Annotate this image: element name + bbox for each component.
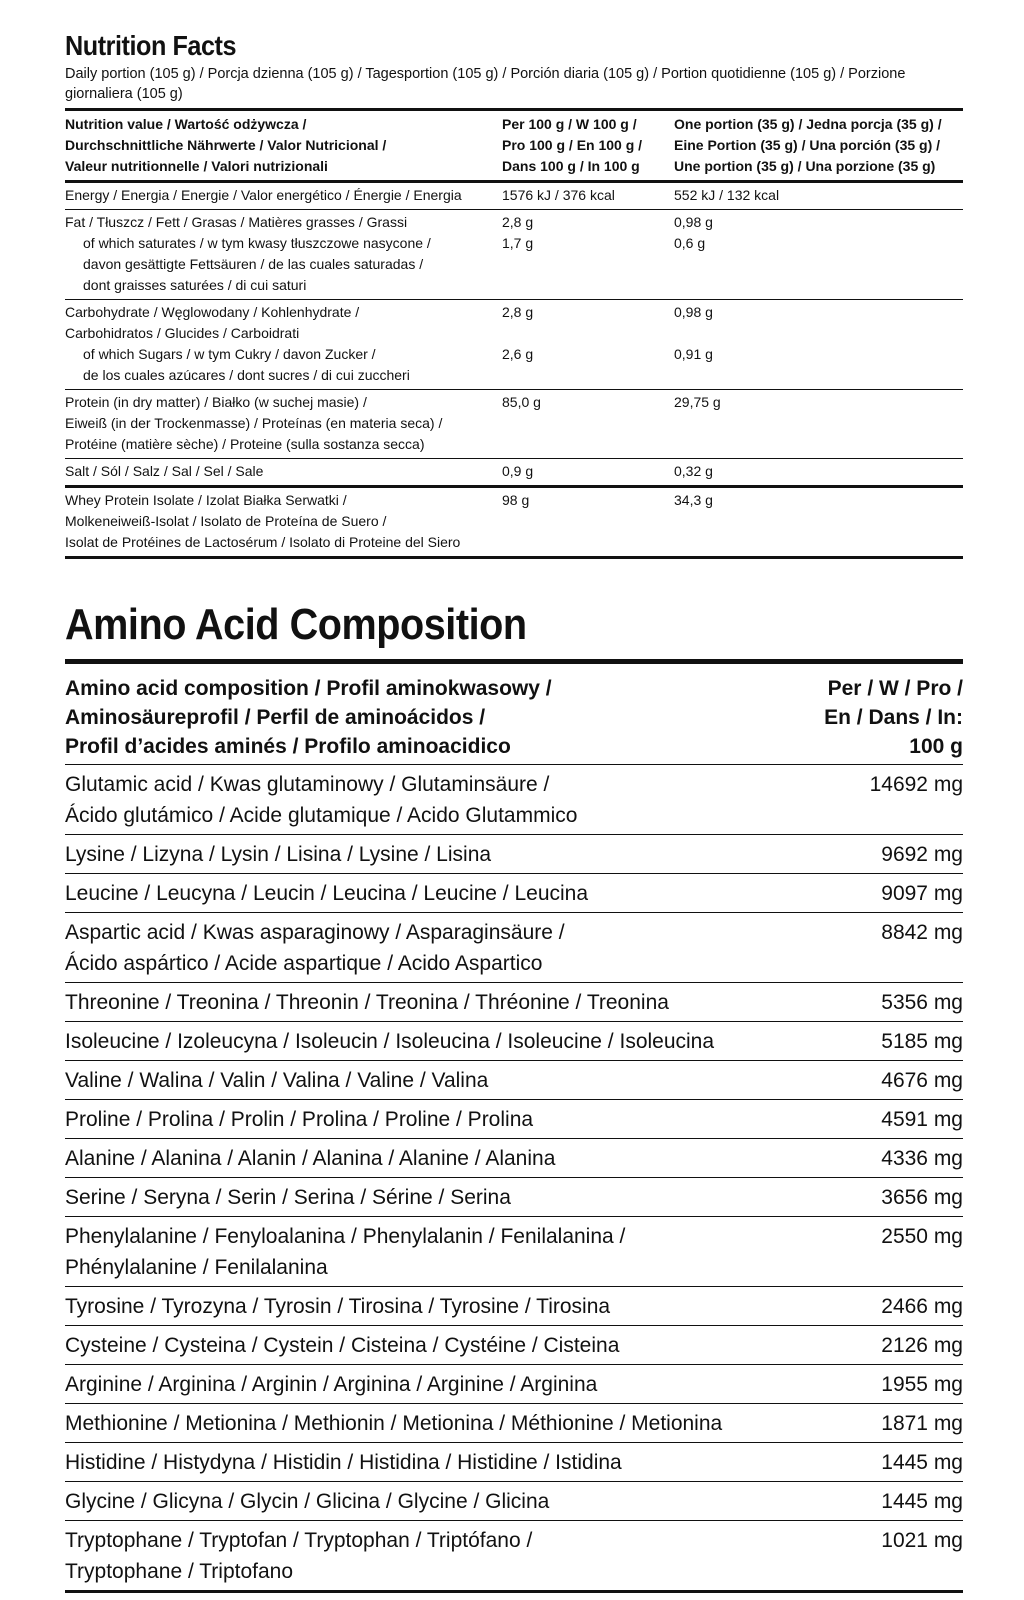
value: 3656 mg — [881, 1186, 963, 1209]
nutrition-row — [65, 459, 963, 487]
value: 9692 mg — [881, 843, 963, 866]
value: 85,0 g — [502, 394, 541, 410]
amino-acid-name — [65, 1443, 806, 1482]
amino-acid-name — [65, 1326, 806, 1365]
text-line: Per / W / Pro / — [827, 677, 963, 700]
nutrition-header-row — [65, 111, 963, 182]
amino-acid-name — [65, 1217, 806, 1287]
amino-row — [65, 1061, 963, 1100]
amino-row — [65, 765, 963, 835]
amino-acid-name — [65, 1404, 806, 1443]
text-line: Per 100 g / W 100 g / — [502, 116, 637, 132]
amino-row — [65, 1365, 963, 1404]
text-line: Valeur nutritionnelle / Valori nutrizionali — [65, 158, 328, 174]
text-line: Methionine / Metionina / Methionin / Metionina / Méthionine / Metionina — [65, 1412, 723, 1435]
text-line: Tryptophane / Triptofano — [65, 1560, 294, 1583]
label-page — [65, 30, 963, 1593]
amino-acid-name — [65, 1061, 806, 1100]
amino-acid-value — [806, 1326, 963, 1365]
amino-acid-value — [806, 1100, 963, 1139]
per-100g-value — [502, 300, 674, 390]
value: 2466 mg — [881, 1295, 963, 1318]
value: 0,98 g — [674, 304, 713, 320]
text-line: Molkeneiweiß-Isolat / Isolato de Proteína de Suero / — [65, 513, 387, 529]
value: 2,6 g — [502, 346, 534, 362]
amino-row — [65, 1404, 963, 1443]
per-100g-value — [502, 182, 674, 210]
nutrition-table — [65, 111, 963, 559]
text-line: Carbohydrate / Węglowodany / Kohlenhydrate / — [65, 304, 360, 320]
text-line: Une portion (35 g) / Una porzione (35 g) — [674, 158, 936, 174]
text-line: Isoleucine / Izoleucyna / Isoleucin / Isoleucina / Isoleucine / Isoleucina — [65, 1030, 715, 1053]
portion-value — [674, 459, 963, 487]
per-100g-value — [502, 487, 674, 558]
amino-row — [65, 1443, 963, 1482]
text-line: Ácido aspártico / Acide aspartique / Acido Aspartico — [65, 952, 543, 975]
text-line: Eine Portion (35 g) / Una porción (35 g) / — [674, 137, 941, 153]
text-line: Aspartic acid / Kwas asparaginowy / Asparaginsäure / — [65, 921, 565, 944]
value: 552 kJ / 132 kcal — [674, 187, 780, 203]
amino-acid-value — [806, 1287, 963, 1326]
amino-acid-name — [65, 1287, 806, 1326]
value: 2,8 g — [502, 214, 534, 230]
text-line: davon gesättigte Fettsäuren / de las cuales saturadas / — [83, 256, 424, 272]
text-line: de los cuales azúcares / dont sucres / di cui zuccheri — [83, 367, 410, 383]
amino-acid-value — [806, 765, 963, 835]
value: 1576 kJ / 376 kcal — [502, 187, 615, 203]
nutrition-row — [65, 210, 963, 300]
portion-value — [674, 300, 963, 390]
portion-value — [674, 210, 963, 300]
text-line: Eiweiß (in der Trockenmasse) / Proteínas (en materia seca) / — [65, 415, 443, 431]
amino-row — [65, 1521, 963, 1592]
amino-row — [65, 1022, 963, 1061]
amino-acid-value — [806, 1022, 963, 1061]
value: 2,8 g — [502, 304, 534, 320]
text-line: Energy / Energia / Energie / Valor energético / Énergie / Energia — [65, 187, 462, 203]
amino-acid-name — [65, 1100, 806, 1139]
text-line: Phénylalanine / Fenilalanina — [65, 1256, 328, 1279]
text-line: Isolat de Protéines de Lactosérum / Isolato di Proteine del Siero — [65, 534, 461, 550]
amino-acid-value — [806, 1482, 963, 1521]
text-line: of which saturates / w tym kwasy tłuszczowe nasycone / — [83, 235, 431, 251]
amino-row — [65, 983, 963, 1022]
amino-row — [65, 835, 963, 874]
nutrient-label — [65, 390, 502, 459]
amino-acid-name — [65, 765, 806, 835]
amino-row — [65, 1217, 963, 1287]
text-line: Phenylalanine / Fenyloalanina / Phenylalanin / Fenilalanina / — [65, 1225, 626, 1248]
per-100g-value — [502, 459, 674, 487]
amino-acid-name — [65, 913, 806, 983]
nutrition-row — [65, 487, 963, 558]
text-line: Dans 100 g / In 100 g — [502, 158, 640, 174]
text-line: Amino acid composition / Profil aminokwasowy / — [65, 677, 552, 700]
amino-acid-value — [806, 1443, 963, 1482]
nutrient-label — [65, 182, 502, 210]
text-line: Arginine / Arginina / Arginin / Arginina / Arginine / Arginina — [65, 1373, 598, 1396]
amino-acid-name — [65, 1178, 806, 1217]
value: 29,75 g — [674, 394, 721, 410]
per-100g-value — [502, 390, 674, 459]
value: 4336 mg — [881, 1147, 963, 1170]
amino-row — [65, 874, 963, 913]
amino-row — [65, 1178, 963, 1217]
amino-acid-value — [806, 1365, 963, 1404]
amino-row — [65, 1100, 963, 1139]
value: 1021 mg — [881, 1529, 963, 1552]
text-line: Serine / Seryna / Serin / Serina / Sérine / Serina — [65, 1186, 511, 1209]
portion-value — [674, 487, 963, 558]
nutrition-header-col3 — [674, 111, 963, 182]
text-line: Fat / Tłuszcz / Fett / Grasas / Matières grasses / Grassi — [65, 214, 408, 230]
value: 1955 mg — [881, 1373, 963, 1396]
nutrient-label — [65, 487, 502, 558]
text-line: One portion (35 g) / Jedna porcja (35 g) / — [674, 116, 942, 132]
portion-value — [674, 182, 963, 210]
value: 5185 mg — [881, 1030, 963, 1053]
amino-header-name — [65, 664, 806, 765]
amino-acid-name — [65, 835, 806, 874]
text-line: Carbohidratos / Glucides / Carboidrati — [65, 325, 300, 341]
amino-acid-value — [806, 1178, 963, 1217]
text-line: Tyrosine / Tyrozyna / Tyrosin / Tirosina / Tyrosine / Tirosina — [65, 1295, 611, 1318]
amino-acid-name — [65, 1521, 806, 1592]
portion-value — [674, 390, 963, 459]
text-line: Alanine / Alanina / Alanin / Alanina / Alanine / Alanina — [65, 1147, 556, 1170]
sub-nutrient-label — [65, 233, 502, 296]
amino-acid-value — [806, 1061, 963, 1100]
text-line: Threonine / Treonina / Threonin / Treonina / Thréonine / Treonina — [65, 991, 669, 1014]
amino-row — [65, 1326, 963, 1365]
amino-acid-value — [806, 835, 963, 874]
value: 5356 mg — [881, 991, 963, 1014]
nutrition-header-col1 — [65, 111, 502, 182]
value: 2550 mg — [881, 1225, 963, 1248]
value: 4676 mg — [881, 1069, 963, 1092]
nutrition-row — [65, 182, 963, 210]
amino-header-unit — [806, 664, 963, 765]
value: 1,7 g — [502, 235, 534, 251]
amino-acid-name — [65, 1482, 806, 1521]
value: 0,91 g — [674, 346, 713, 362]
amino-acid-value — [806, 1521, 963, 1592]
amino-acid-name — [65, 1365, 806, 1404]
amino-acid-value — [806, 1404, 963, 1443]
text-line: Protein (in dry matter) / Białko (w suchej masie) / — [65, 394, 367, 410]
nutrition-row — [65, 300, 963, 390]
value: 0,32 g — [674, 463, 713, 479]
nutrition-row — [65, 390, 963, 459]
text-line: En / Dans / In: — [824, 706, 963, 729]
value: 4591 mg — [881, 1108, 963, 1131]
value: 1445 mg — [881, 1451, 963, 1474]
value: 1445 mg — [881, 1490, 963, 1513]
text-line: Glycine / Glicyna / Glycin / Glicina / Glycine / Glicina — [65, 1490, 550, 1513]
text-line: dont graisses saturées / di cui saturi — [83, 277, 307, 293]
text-line: Durchschnittliche Nährwerte / Valor Nutricional / — [65, 137, 387, 153]
amino-row — [65, 1139, 963, 1178]
value: 1871 mg — [881, 1412, 963, 1435]
nutrient-label — [65, 210, 502, 300]
amino-acid-name — [65, 874, 806, 913]
nutrition-title: Nutrition Facts — [65, 30, 237, 61]
text-line: Ácido glutámico / Acide glutamique / Acido Glutammico — [65, 804, 578, 827]
value: 2126 mg — [881, 1334, 963, 1357]
value: 9097 mg — [881, 882, 963, 905]
amino-acid-name — [65, 1139, 806, 1178]
amino-acid-value — [806, 1139, 963, 1178]
text-line: Histidine / Histydyna / Histidin / Histidina / Histidine / Istidina — [65, 1451, 622, 1474]
text-line: Cysteine / Cysteina / Cystein / Cisteina / Cystéine / Cisteina — [65, 1334, 620, 1357]
amino-row — [65, 913, 963, 983]
text-line: Lysine / Lizyna / Lysin / Lisina / Lysine / Lisina — [65, 843, 492, 866]
text-line: Protéine (matière sèche) / Proteine (sulla sostanza secca) — [65, 436, 425, 452]
text-line: Salt / Sól / Salz / Sal / Sel / Sale — [65, 463, 264, 479]
text-line: Proline / Prolina / Prolin / Prolina / Proline / Prolina — [65, 1108, 534, 1131]
nutrient-label — [65, 459, 502, 487]
text-line: of which Sugars / w tym Cukry / davon Zucker / — [83, 346, 376, 362]
sub-nutrient-label — [65, 344, 502, 386]
text-line: Whey Protein Isolate / Izolat Białka Serwatki / — [65, 492, 347, 508]
text-line: Leucine / Leucyna / Leucin / Leucina / Leucine / Leucina — [65, 882, 589, 905]
value: 0,98 g — [674, 214, 713, 230]
value: 8842 mg — [881, 921, 963, 944]
value: 0,6 g — [674, 235, 706, 251]
text-line: 100 g — [909, 735, 963, 758]
amino-acid-value — [806, 874, 963, 913]
text-line: Tryptophane / Tryptofan / Tryptophan / Triptófano / — [65, 1529, 533, 1552]
amino-acid-value — [806, 913, 963, 983]
text-line: Nutrition value / Wartość odżywcza / — [65, 116, 307, 132]
text-line: Pro 100 g / En 100 g / — [502, 137, 643, 153]
amino-header-row — [65, 664, 963, 765]
text-line: Profil d’acides aminés / Profilo aminoacidico — [65, 735, 511, 758]
nutrient-label — [65, 300, 502, 390]
per-100g-value — [502, 210, 674, 300]
value: 0,9 g — [502, 463, 534, 479]
amino-table — [65, 664, 963, 1593]
text-line: Aminosäureprofil / Perfil de aminoácidos / — [65, 706, 486, 729]
amino-acid-name — [65, 983, 806, 1022]
amino-acid-name — [65, 1022, 806, 1061]
daily-portion: Daily portion (105 g) / Porcja dzienna (105 g) / Tagesportion (105 g) / Porción diaria (105 g) / Portion quotidienne (105 g) / Porzione giornaliera (105 g) — [65, 66, 906, 102]
value: 14692 mg — [869, 773, 963, 796]
amino-row — [65, 1482, 963, 1521]
value: 34,3 g — [674, 492, 713, 508]
nutrition-header-col2 — [502, 111, 674, 182]
amino-acid-value — [806, 1217, 963, 1287]
amino-row — [65, 1287, 963, 1326]
amino-acid-value — [806, 983, 963, 1022]
amino-title: Amino Acid Composition — [65, 600, 527, 649]
text-line: Valine / Walina / Valin / Valina / Valine / Valina — [65, 1069, 489, 1092]
value: 98 g — [502, 492, 530, 508]
text-line: Glutamic acid / Kwas glutaminowy / Glutaminsäure / — [65, 773, 550, 796]
